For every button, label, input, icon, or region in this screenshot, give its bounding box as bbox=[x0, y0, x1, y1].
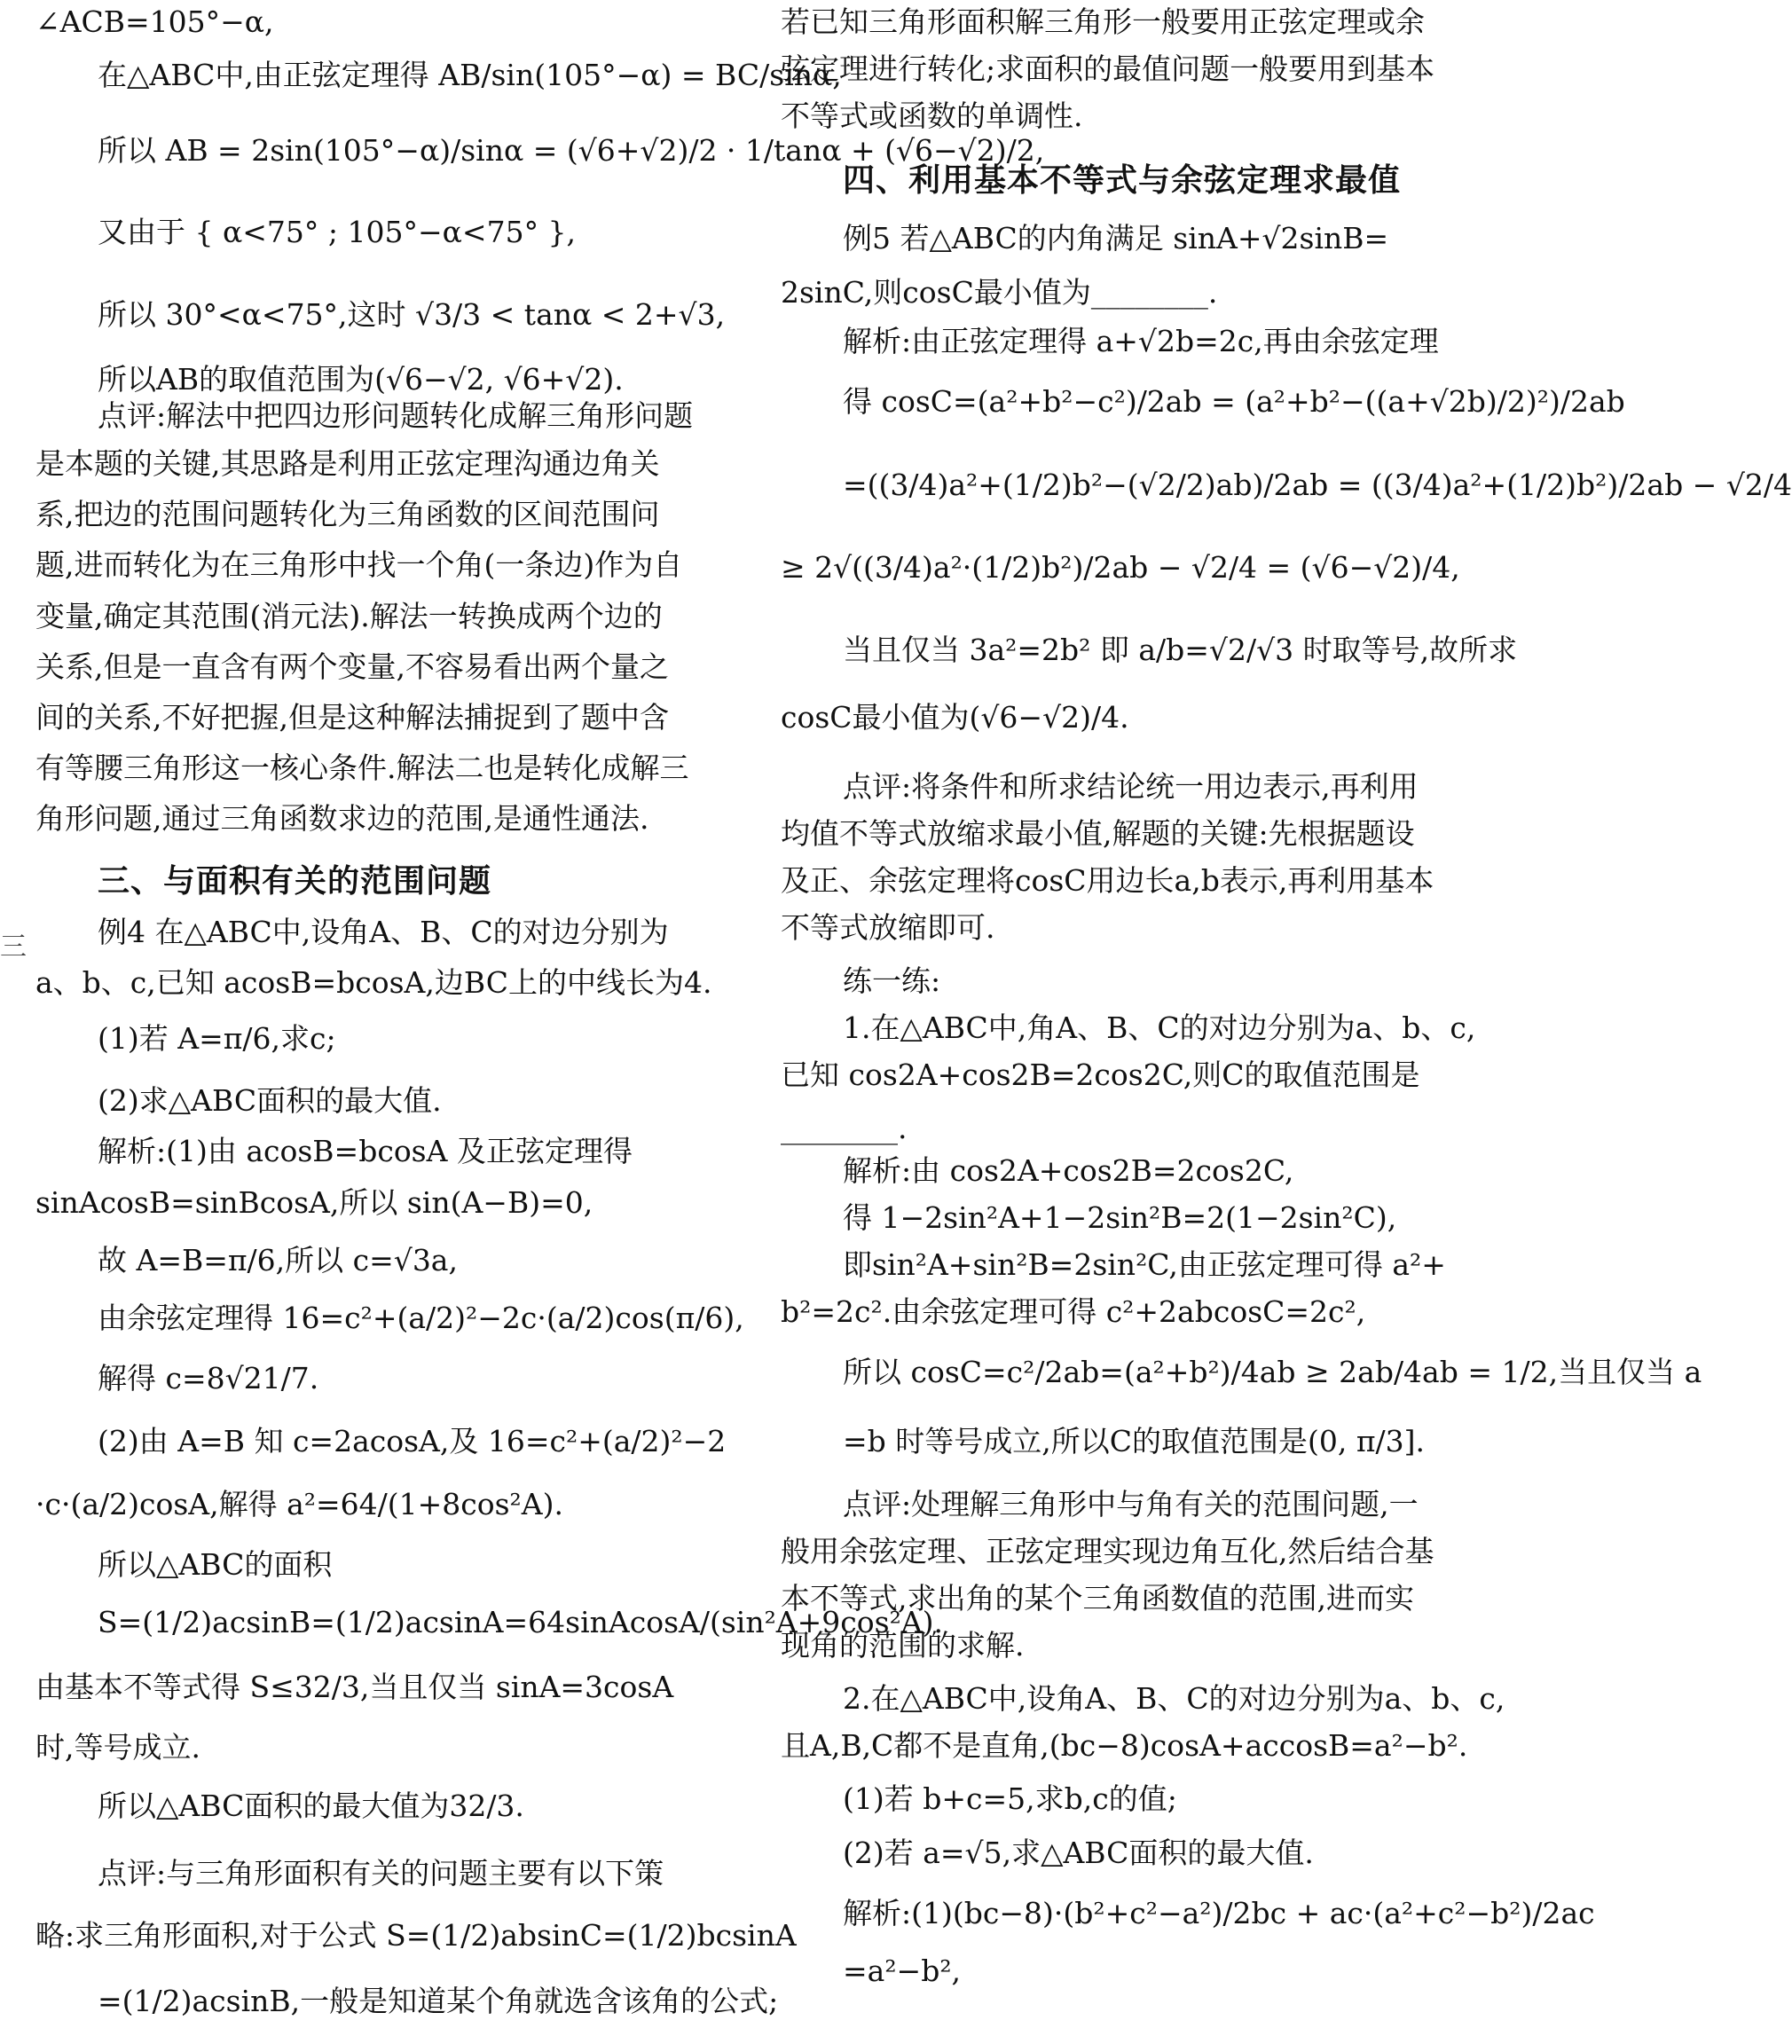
left-line-21: sinAcosB=sinBcosA,所以 sin(A−B)=0, bbox=[35, 1184, 593, 1220]
left-line-25: (2)由 A=B 知 c=2acosA,及 16=c²+(a/2)²−2 bbox=[98, 1423, 727, 1458]
right-line-3: 四、利用基本不等式与余弦定理求最值 bbox=[843, 161, 1402, 199]
left-line-30: 时,等号成立. bbox=[35, 1730, 200, 1765]
left-line-14: 角形问题,通过三角函数求边的范围,是通性通法. bbox=[35, 801, 649, 837]
right-line-25: =b 时等号成立,所以C的取值范围是(0, π/3]. bbox=[843, 1424, 1426, 1459]
right-line-4: 例5 若△ABC的内角满足 sinA+√2sinB= bbox=[843, 221, 1389, 256]
right-line-33: (2)若 a=√5,求△ABC面积的最大值. bbox=[843, 1835, 1314, 1870]
left-line-4: 所以 30°<α<75°,这时 √3/3 < tanα < 2+√3, bbox=[98, 296, 726, 332]
right-line-15: 不等式放缩即可. bbox=[781, 909, 995, 945]
left-line-32: 点评:与三角形面积有关的问题主要有以下策 bbox=[98, 1855, 664, 1891]
right-line-22: 即sin²A+sin²B=2sin²C,由正弦定理可得 a²+ bbox=[843, 1247, 1446, 1283]
right-line-12: 点评:将条件和所求结论统一用边表示,再利用 bbox=[843, 768, 1419, 804]
left-line-23: 由余弦定理得 16=c²+(a/2)²−2c·(a/2)cos(π/6), bbox=[98, 1301, 744, 1336]
right-line-10: 当且仅当 3a²=2b² 即 a/b=√2/√3 时取等号,故所求 bbox=[843, 633, 1518, 668]
left-line-17: a、b、c,已知 acosB=bcosA,边BC上的中线长为4. bbox=[35, 965, 712, 1000]
right-line-29: 现角的范围的求解. bbox=[781, 1627, 1025, 1663]
left-line-33: 略:求三角形面积,对于公式 S=(1/2)absinC=(1/2)bcsinA bbox=[35, 1918, 797, 1954]
left-line-19: (2)求△ABC面积的最大值. bbox=[98, 1083, 442, 1119]
right-line-16: 练一练: bbox=[843, 963, 941, 999]
right-line-7: 得 cosC=(a²+b²−c²)/2ab = (a²+b²−((a+√2b)/2)²)/2ab bbox=[843, 384, 1625, 420]
left-line-8: 系,把边的范围问题转化为三角函数的区间范围问 bbox=[35, 497, 660, 532]
left-line-24: 解得 c=8√21/7. bbox=[98, 1361, 319, 1396]
right-line-28: 本不等式,求出角的某个三角函数值的范围,进而实 bbox=[781, 1580, 1414, 1616]
left-line-22: 故 A=B=π/6,所以 c=√3a, bbox=[98, 1242, 458, 1278]
left-line-20: 解析:(1)由 acosB=bcosA 及正弦定理得 bbox=[98, 1134, 633, 1169]
left-line-12: 间的关系,不好把握,但是这种解法捕捉到了题中含 bbox=[35, 699, 669, 735]
left-line-29: 由基本不等式得 S≤32/3,当且仅当 sinA=3cosA bbox=[35, 1670, 674, 1705]
right-line-13: 均值不等式放缩求最小值,解题的关键:先根据题设 bbox=[781, 815, 1415, 851]
left-line-9: 题,进而转化为在三角形中找一个角(一条边)作为自 bbox=[35, 547, 683, 583]
left-line-31: 所以△ABC面积的最大值为32/3. bbox=[98, 1788, 524, 1823]
right-line-31: 且A,B,C都不是直角,(bc−8)cosA+accosB=a²−b². bbox=[781, 1727, 1468, 1763]
right-line-34: 解析:(1)(bc−8)·(b²+c²−a²)/2bc + ac·(a²+c²−b²)/2ac bbox=[843, 1895, 1595, 1930]
right-line-19: ________. bbox=[781, 1111, 908, 1146]
left-line-16: 例4 在△ABC中,设角A、B、C的对边分别为 bbox=[98, 914, 669, 949]
left-line-5: 所以AB的取值范围为(√6−√2, √6+√2). bbox=[98, 362, 624, 397]
margin-mark: 三 bbox=[0, 932, 27, 963]
right-line-2: 不等式或函数的单调性. bbox=[781, 98, 1083, 133]
left-line-0: ∠ACB=105°−α, bbox=[35, 4, 274, 40]
left-line-26: ·c·(a/2)cosA,解得 a²=64/(1+8cos²A). bbox=[35, 1486, 563, 1521]
right-line-23: b²=2c².由余弦定理可得 c²+2abcosC=2c², bbox=[781, 1294, 1366, 1330]
left-line-2: 所以 AB = 2sin(105°−α)/sinα = (√6+√2)/2 · 1/tanα + (√6−√2)/2, bbox=[98, 132, 1045, 168]
left-line-10: 变量,确定其范围(消元法).解法一转换成两个边的 bbox=[35, 598, 663, 633]
right-line-26: 点评:处理解三角形中与角有关的范围问题,一 bbox=[843, 1486, 1419, 1521]
right-line-1: 弦定理进行转化;求面积的最值问题一般要用到基本 bbox=[781, 51, 1435, 86]
right-line-17: 1.在△ABC中,角A、B、C的对边分别为a、b、c, bbox=[843, 1010, 1476, 1046]
left-line-27: 所以△ABC的面积 bbox=[98, 1546, 333, 1582]
right-line-9: ≥ 2√((3/4)a²·(1/2)b²)/2ab − √2/4 = (√6−√2)/4, bbox=[781, 549, 1460, 585]
left-line-3: 又由于 { α<75° ; 105°−α<75° }, bbox=[98, 215, 577, 250]
left-line-13: 有等腰三角形这一核心条件.解法二也是转化成解三 bbox=[35, 750, 689, 785]
right-line-30: 2.在△ABC中,设角A、B、C的对边分别为a、b、c, bbox=[843, 1681, 1505, 1717]
left-line-11: 关系,但是一直含有两个变量,不容易看出两个量之 bbox=[35, 649, 669, 684]
left-line-28: S=(1/2)acsinB=(1/2)acsinA=64sinAcosA/(sin²A+9cos²A). bbox=[98, 1604, 943, 1639]
right-line-18: 已知 cos2A+cos2B=2cos2C,则C的取值范围是 bbox=[781, 1057, 1420, 1092]
left-line-6: 点评:解法中把四边形问题转化成解三角形问题 bbox=[98, 397, 694, 433]
right-line-5: 2sinC,则cosC最小值为________. bbox=[781, 274, 1218, 310]
right-line-0: 若已知三角形面积解三角形一般要用正弦定理或余 bbox=[781, 4, 1425, 40]
right-line-14: 及正、余弦定理将cosC用边长a,b表示,再利用基本 bbox=[781, 862, 1434, 898]
left-line-18: (1)若 A=π/6,求c; bbox=[98, 1020, 336, 1056]
right-line-11: cosC最小值为(√6−√2)/4. bbox=[781, 699, 1129, 735]
right-line-8: =((3/4)a²+(1/2)b²−(√2/2)ab)/2ab = ((3/4)a²+(1/2)b²)/2ab − √2/4 bbox=[843, 467, 1792, 502]
right-line-32: (1)若 b+c=5,求b,c的值; bbox=[843, 1781, 1177, 1817]
right-line-20: 解析:由 cos2A+cos2B=2cos2C, bbox=[843, 1153, 1294, 1189]
left-line-1: 在△ABC中,由正弦定理得 AB/sin(105°−α) = BC/sinα, bbox=[98, 58, 842, 93]
right-line-6: 解析:由正弦定理得 a+√2b=2c,再由余弦定理 bbox=[843, 324, 1439, 359]
right-line-27: 般用余弦定理、正弦定理实现边角互化,然后结合基 bbox=[781, 1533, 1434, 1568]
right-line-24: 所以 cosC=c²/2ab=(a²+b²)/4ab ≥ 2ab/4ab = 1/2,当且仅当 a bbox=[843, 1355, 1702, 1390]
right-column bbox=[781, 0, 1792, 2044]
right-line-35: =a²−b², bbox=[843, 1954, 962, 1989]
left-line-15: 三、与面积有关的范围问题 bbox=[98, 862, 492, 900]
left-line-7: 是本题的关键,其思路是利用正弦定理沟通边角关 bbox=[35, 446, 660, 482]
left-line-34: =(1/2)acsinB,一般是知道某个角就选含该角的公式; bbox=[98, 1983, 779, 2018]
right-line-21: 得 1−2sin²A+1−2sin²B=2(1−2sin²C), bbox=[843, 1200, 1397, 1236]
